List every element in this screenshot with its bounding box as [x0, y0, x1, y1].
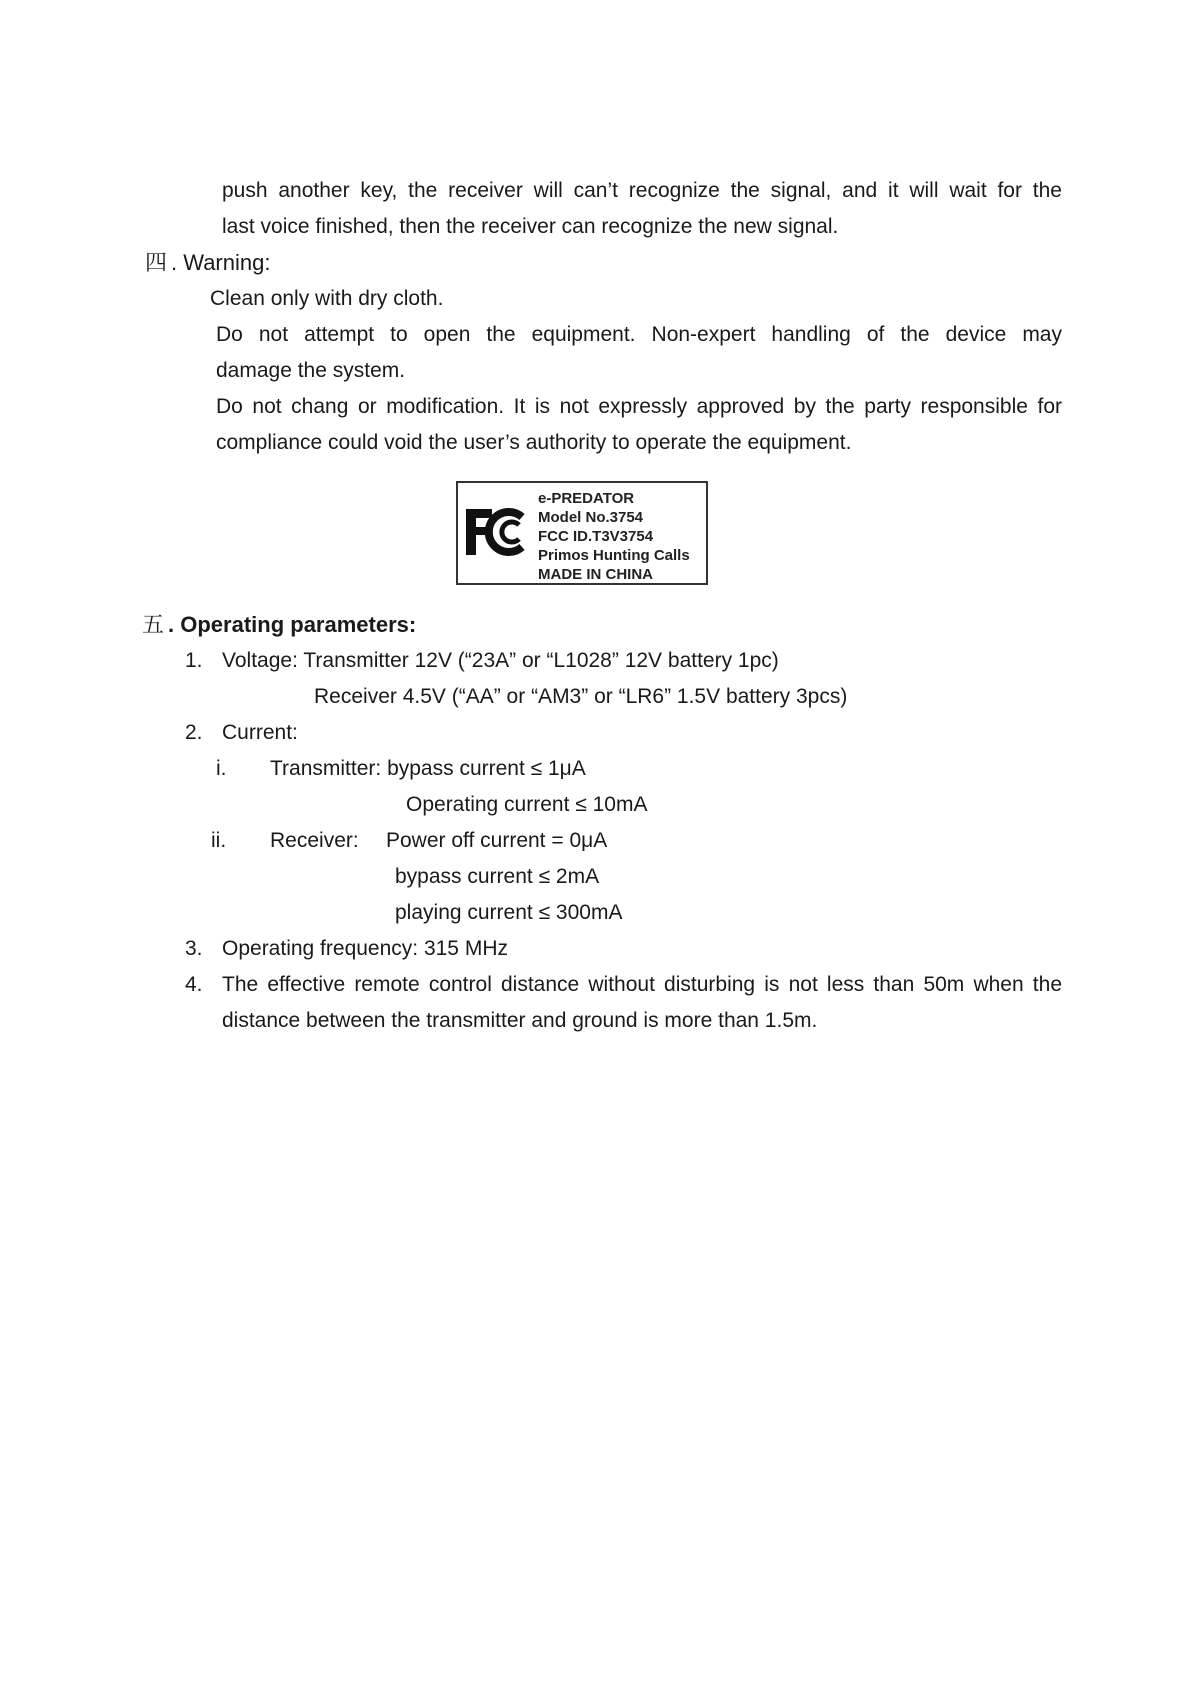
receiver-current-line-2: bypass current ≤ 2mA: [395, 865, 600, 888]
fcc-brand: e-PREDATOR: [538, 490, 635, 507]
voltage-line-2: Receiver 4.5V (“AA” or “AM3” or “LR6” 1.5V battery 3pcs): [314, 685, 848, 708]
fcc-model: Model No.3754: [538, 509, 644, 526]
transmitter-current-line-1: Transmitter: bypass current ≤ 1μA: [270, 757, 586, 780]
item-number-4: 4.: [185, 973, 203, 996]
warning-item-1: Clean only with dry cloth.: [210, 287, 444, 310]
subitem-number-ii: ii.: [211, 829, 227, 852]
subitem-number-i: i.: [216, 757, 227, 780]
fcc-label: [456, 481, 708, 585]
receiver-current-line-3: playing current ≤ 300mA: [395, 901, 623, 924]
receiver-current-line-1: Power off current = 0μA: [386, 829, 608, 852]
fcc-label-text: [538, 489, 690, 584]
section-number-4: 四: [145, 251, 168, 276]
voltage-line-1: Voltage: Transmitter 12V (“23A” or “L1028” 12V battery 1pc): [222, 649, 779, 672]
operating-heading: [142, 614, 416, 637]
item-number-3: 3.: [185, 937, 203, 960]
warning-heading: [145, 252, 270, 275]
fcc-id: FCC ID.T3V3754: [538, 528, 654, 545]
intro-line-1: push another key, the receiver will can’t recognize the signal, and it will wait for the: [222, 179, 1062, 202]
section-number-5: 五: [142, 613, 165, 638]
warning-item-2: Do not attempt to open the equipment. Non-expert handling of the device may: [216, 323, 1062, 346]
item-number-1: 1.: [185, 649, 203, 672]
fcc-origin: MADE IN CHINA: [538, 566, 653, 583]
distance-line-1: The effective remote control distance without disturbing is not less than 50m when the: [222, 973, 1062, 996]
distance-line-2: distance between the transmitter and ground is more than 1.5m.: [222, 1009, 818, 1032]
warning-title: . Warning:: [171, 250, 271, 275]
frequency-text: Operating frequency: 315 MHz: [222, 937, 508, 960]
fcc-logo-icon: [464, 503, 534, 561]
operating-title: . Operating parameters:: [168, 612, 417, 637]
warning-item-3: Do not chang or modification. It is not expressly approved by the party responsible for: [216, 395, 1062, 418]
warning-item-2-cont: damage the system.: [216, 359, 406, 382]
current-label: Current:: [222, 721, 298, 744]
intro-line-2: last voice finished, then the receiver can recognize the new signal.: [222, 215, 839, 238]
transmitter-current-line-2: Operating current ≤ 10mA: [406, 793, 648, 816]
item-number-2: 2.: [185, 721, 203, 744]
fcc-company: Primos Hunting Calls: [538, 547, 690, 564]
receiver-label: Receiver:: [270, 829, 359, 852]
warning-item-3-cont: compliance could void the user’s authority to operate the equipment.: [216, 431, 852, 454]
